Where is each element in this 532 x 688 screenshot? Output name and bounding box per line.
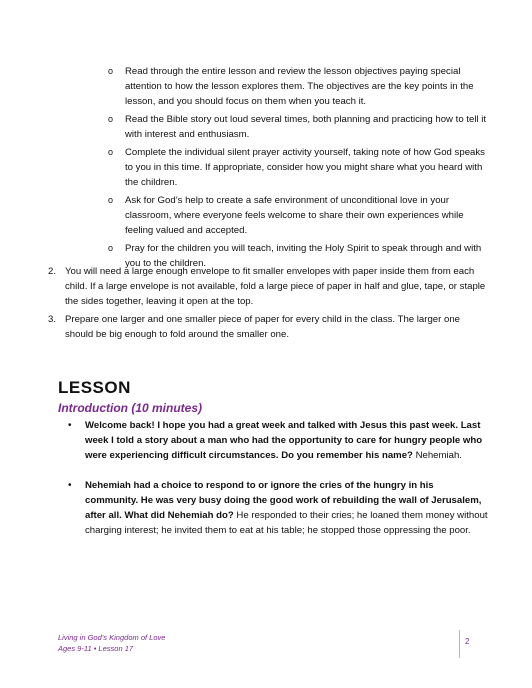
sub-item-text: Ask for God’s help to create a safe environment of unconditional love in your classroom, where everyone feels welcome to share their own experiences while feeling valued and accepted. <box>125 195 464 236</box>
sub-item-text: Read through the entire lesson and review the lesson objectives paying special attention to how the lesson explores them. The objectives are the key points in the lesson, and you should focus on them when you teach it. <box>125 66 474 107</box>
lesson-heading: LESSON <box>58 378 131 397</box>
answer-text: He responded to their cries; he loaned them money without charging interest; he invited them to eat at his table; he stopped those oppressing the poor. <box>85 510 488 536</box>
numbered-list-item <box>48 264 488 309</box>
numbered-item-text: Prepare one larger and one smaller piece of paper for every child in the class. The larger one should be big enough to fold around the smaller one. <box>65 314 460 340</box>
preparation-sub-list <box>108 64 488 274</box>
teacher-script-text: Welcome back! I hope you had a great week and talked with Jesus this past week. Last week I told a story about a man who had the opportunity to care for hungry people who were experiencing difficult circumstances. Do you remember his name? <box>85 420 483 461</box>
teacher-script-text: Nehemiah had a choice to respond to or ignore the cries of the hungry in his community. He was very busy doing the good work of rebuilding the wall of Jerusalem, after all. What did Nehemiah do? <box>85 480 482 521</box>
bullet-list-item <box>68 418 488 463</box>
circle-bullet-icon: o <box>108 147 114 157</box>
answer-text: Nehemiah. <box>412 450 462 461</box>
bullet-list-item <box>68 478 488 538</box>
page-number: 2 <box>465 637 470 646</box>
numbered-list-item <box>48 312 488 342</box>
sub-item-text: Pray for the children you will teach, inviting the Holy Spirit to speak through and with you to the children. <box>125 243 482 269</box>
sub-item-text: Read the Bible story out loud several times, both planning and practicing how to tell it with interest and enthusiasm. <box>125 114 487 140</box>
list-number: 2. <box>48 266 57 277</box>
footer-divider <box>459 630 460 658</box>
numbered-item-text: You will need a large enough envelope to fit smaller envelopes with paper inside them from each child. If a large envelope is not available, fold a large piece of paper in half and glue, tape, or staple the sides together, leaving it open at the top. <box>65 266 486 307</box>
introduction-bullet-list <box>68 418 488 538</box>
circle-bullet-icon: o <box>108 243 114 253</box>
footer-course-subtitle: Ages 9-11 • Lesson 17 <box>58 644 134 653</box>
footer-course-title: Living in God’s Kingdom of Love <box>58 633 166 642</box>
circle-bullet-icon: o <box>108 66 114 76</box>
sub-list-item <box>108 145 488 190</box>
bullet-dot-icon: • <box>68 480 72 491</box>
introduction-heading: Introduction (10 minutes) <box>58 401 202 415</box>
preparation-numbered-list <box>48 264 488 345</box>
circle-bullet-icon: o <box>108 195 114 205</box>
list-number: 3. <box>48 314 57 325</box>
footer-course-info <box>58 632 165 654</box>
sub-item-text: Complete the individual silent prayer activity yourself, taking note of how God speaks to you in this time. If appropriate, consider how you might share what you heard with the children. <box>125 147 485 188</box>
sub-list-item <box>108 64 488 109</box>
sub-list-item <box>108 193 488 238</box>
circle-bullet-icon: o <box>108 114 114 124</box>
bullet-dot-icon: • <box>68 420 72 431</box>
sub-list-item <box>108 112 488 142</box>
